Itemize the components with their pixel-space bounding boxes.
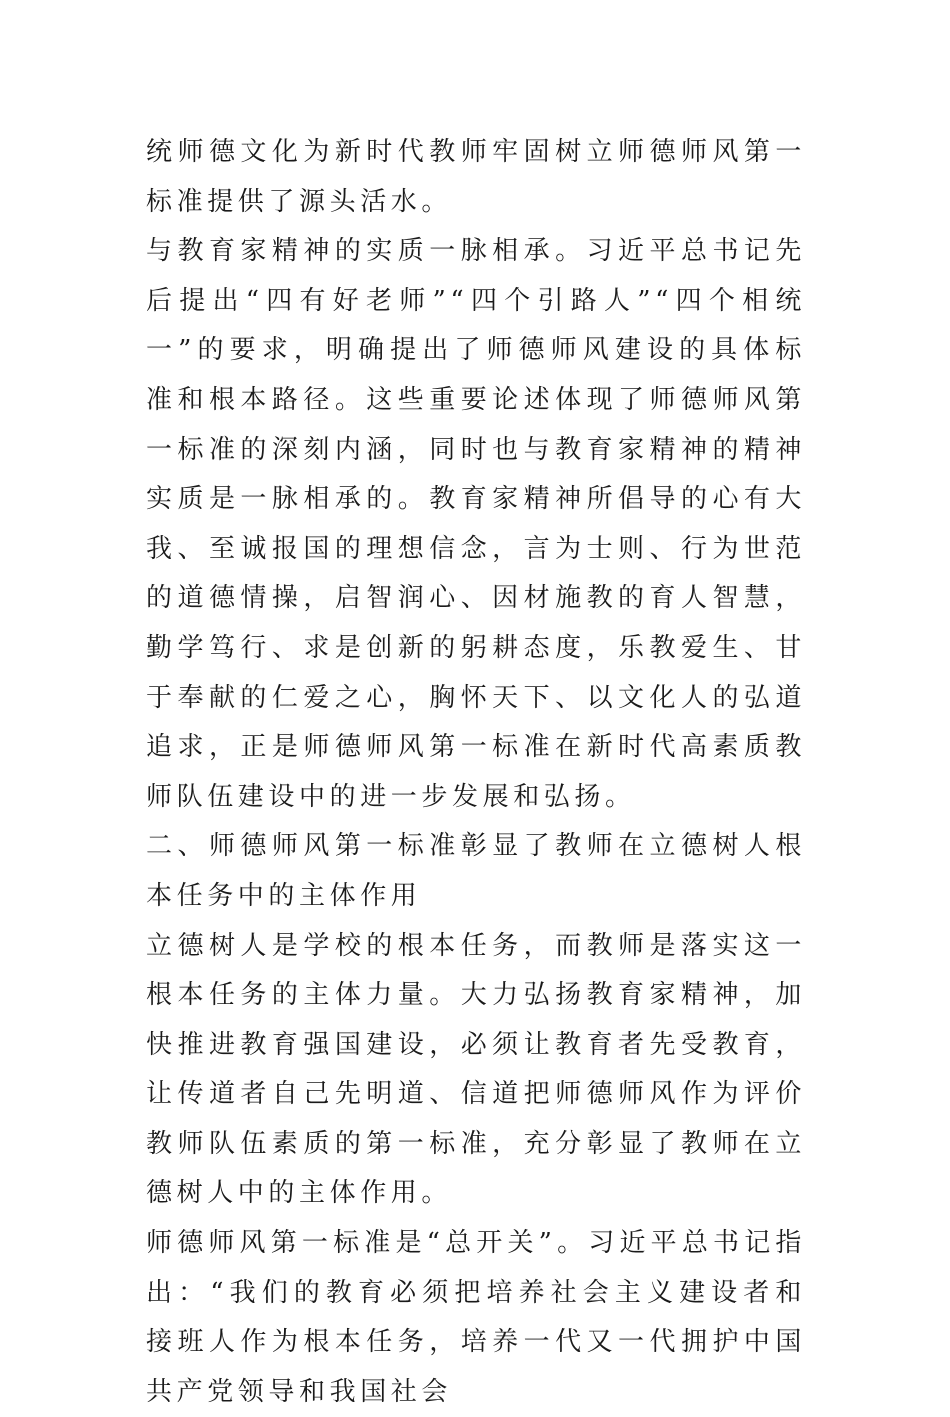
- paragraph-1: 统师德文化为新时代教师牢固树立师德师风第一标准提供了源头活水。: [146, 137, 806, 217]
- paragraph-3: 立德树人是学校的根本任务，而教师是落实这一根本任务的主体力量。大力弘扬教育家精神，加快推进教育强国建设，必须让教育者先受教育，让传道者自己先明道、信道把师德师风作为评价教师队伍素质的第一标准，充分彰显了教师在立德树人中的主体作用。: [146, 930, 806, 1209]
- document-page: [146, 128, 806, 1417]
- paragraph-4: 师德师风第一标准是“总开关”。习近平总书记指出：“我们的教育必须把培养社会主义建设者和接班人作为根本任务，培养一代又一代拥护中国共产党领导和我国社会: [146, 1228, 806, 1407]
- section-heading-2: 二、师德师风第一标准彰显了教师在立德树人根本任务中的主体作用: [146, 831, 806, 911]
- paragraph-2: 与教育家精神的实质一脉相承。习近平总书记先后提出“四有好老师”“四个引路人”“四个相统一”的要求，明确提出了师德师风建设的具体标准和根本路径。这些重要论述体现了师德师风第一标准的深刻内涵，同时也与教育家精神的精神实质是一脉相承的。教育家精神所倡导的心有大我、至诚报国的理想信念，言为士则、行为世范的道德情操，启智润心、因材施教的育人智慧，勤学笃行、求是创新的躬耕态度，乐教爱生、甘于奉献的仁爱之心，胸怀天下、以文化人的弘道追求，正是师德师风第一标准在新时代高素质教师队伍建设中的进一步发展和弘扬。: [146, 236, 806, 812]
